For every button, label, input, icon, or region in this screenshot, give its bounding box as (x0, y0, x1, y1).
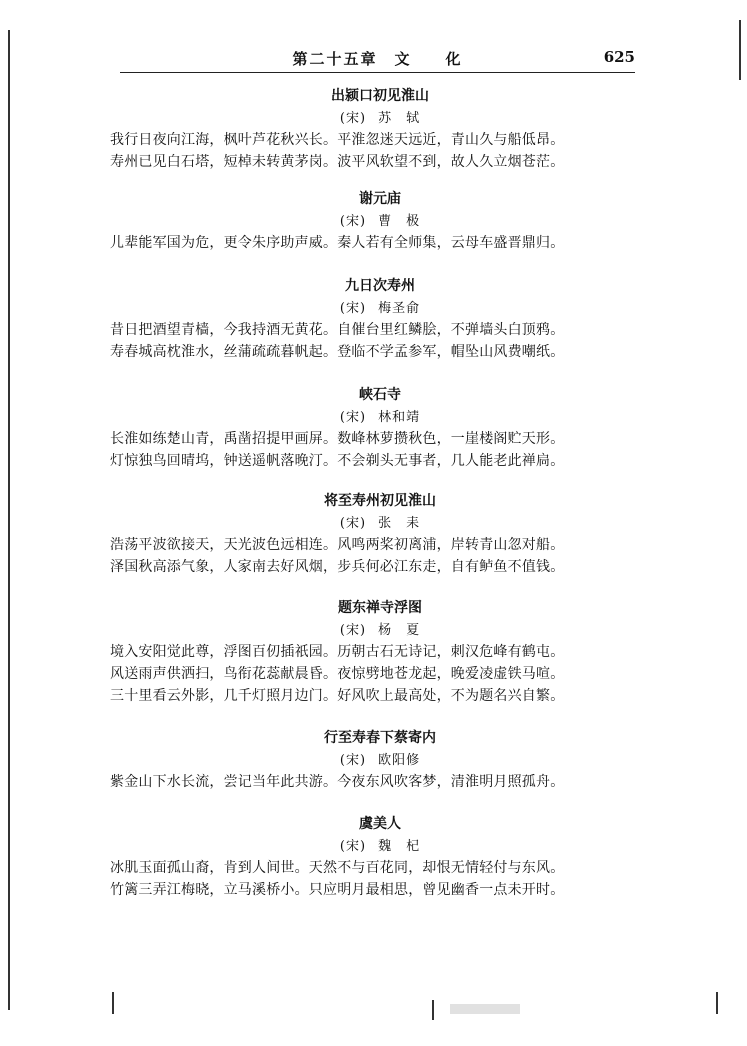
poem-dynasty: (宋) (339, 301, 367, 316)
left-margin-line (8, 30, 10, 1010)
poem-author-name: 张 耒 (378, 516, 421, 531)
poem-author (110, 837, 650, 857)
poem-line: 浩荡平波欲接天，天光波色远相连。风鸣两桨初离浦，岸转青山忽对船。 (110, 537, 565, 553)
bottom-center-mark (432, 1000, 434, 1020)
poem-author-name: 魏 杞 (378, 839, 421, 854)
poem-dynasty: (宋) (339, 214, 367, 229)
poem-5 (110, 491, 650, 578)
bottom-left-mark (112, 992, 114, 1014)
right-margin-line (739, 20, 741, 80)
poem-line: 寿州已见白石塔，短棹未转黄茅岗。波平风软望不到，故人久立烟苍茫。 (110, 154, 565, 170)
poem-line: 儿辈能军国为危，更令朱序助声威。秦人若有全师集，云母车盛晋鼎归。 (110, 235, 565, 251)
poem-8 (110, 814, 650, 901)
poem-line: 风送雨声供洒扫，鸟衔花蕊献晨昏。夜惊劈地苍龙起，晚爱凌虚铁马喧。 (110, 666, 565, 682)
poem-line: 我行日夜向江海，枫叶芦花秋兴长。平淮忽迷天远近，青山久与船低昂。 (110, 132, 565, 148)
scan-smudge (450, 1004, 520, 1014)
poem-2 (110, 189, 650, 254)
poem-title: 虞美人 (359, 816, 401, 832)
poem-4 (110, 385, 650, 472)
bottom-right-mark (716, 992, 718, 1014)
page-header (120, 46, 635, 73)
page-number: 625 (603, 48, 635, 66)
poem-6 (110, 598, 650, 707)
poem-author-name: 欧阳修 (378, 753, 421, 768)
poem-author (110, 751, 650, 771)
poem-7 (110, 728, 650, 793)
poem-dynasty: (宋) (339, 111, 367, 126)
poem-dynasty: (宋) (339, 516, 367, 531)
poem-line: 寿春城高枕淮水，丝蒲疏疏暮帆起。登临不学孟参军，帽坠山风费嘲纸。 (110, 344, 565, 360)
poem-title: 行至寿春下蔡寄内 (324, 730, 436, 746)
chapter-title: 第二十五章 文 化 (292, 50, 463, 68)
poem-author (110, 212, 650, 232)
poem-title: 将至寿州初见淮山 (324, 493, 436, 509)
poem-line: 泽国秋高添气象，人家南去好风烟，步兵何必江东走，自有鲈鱼不值钱。 (110, 559, 565, 575)
poem-title: 峡石寺 (359, 387, 401, 403)
poem-author (110, 408, 650, 428)
poem-line: 境入安阳觉此尊，浮图百仞插祇园。历朝古石无诗记，刺汉危峰有鹤屯。 (110, 644, 565, 660)
poem-author (110, 621, 650, 641)
poem-line: 竹篱三弄江梅晓，立马溪桥小。只应明月最相思，曾见幽香一点未开时。 (110, 882, 565, 898)
poem-author-name: 梅圣俞 (378, 301, 421, 316)
poem-title: 九日次寿州 (345, 278, 415, 294)
poem-title: 谢元庙 (359, 191, 401, 207)
poem-title: 出颍口初见淮山 (331, 88, 429, 104)
poem-author (110, 299, 650, 319)
poem-1 (110, 86, 650, 173)
poem-author-name: 杨 夏 (378, 623, 421, 638)
poem-line: 冰肌玉面孤山裔，肯到人间世。天然不与百花同，却恨无情轻付与东风。 (110, 860, 565, 876)
poem-dynasty: (宋) (339, 839, 367, 854)
poem-author-name: 曹 极 (378, 214, 421, 229)
poem-title: 题东禅寺浮图 (338, 600, 422, 616)
poem-3 (110, 276, 650, 363)
poem-author-name: 林和靖 (378, 410, 421, 425)
poem-dynasty: (宋) (339, 623, 367, 638)
poem-author-name: 苏 轼 (378, 111, 421, 126)
poem-line: 昔日把酒望青樯，今我持酒无黄花。自催台里红鳞脍，不弹墙头白顶鸦。 (110, 322, 565, 338)
poem-line: 三十里看云外影，几千灯照月边门。好风吹上最高处，不为题名兴自繁。 (110, 688, 565, 704)
poem-dynasty: (宋) (339, 753, 367, 768)
poem-line: 灯惊独鸟回晴坞，钟送遥帆落晚汀。不会剃头无事者，几人能老此禅扃。 (110, 453, 565, 469)
poem-line: 紫金山下水长流，尝记当年此共游。今夜东风吹客梦，清淮明月照孤舟。 (110, 774, 565, 790)
poem-line: 长淮如练楚山青，禹凿招提甲画屏。数峰林萝攒秋色，一崖楼阁贮天形。 (110, 431, 565, 447)
poem-dynasty: (宋) (339, 410, 367, 425)
poem-author (110, 109, 650, 129)
poem-author (110, 514, 650, 534)
